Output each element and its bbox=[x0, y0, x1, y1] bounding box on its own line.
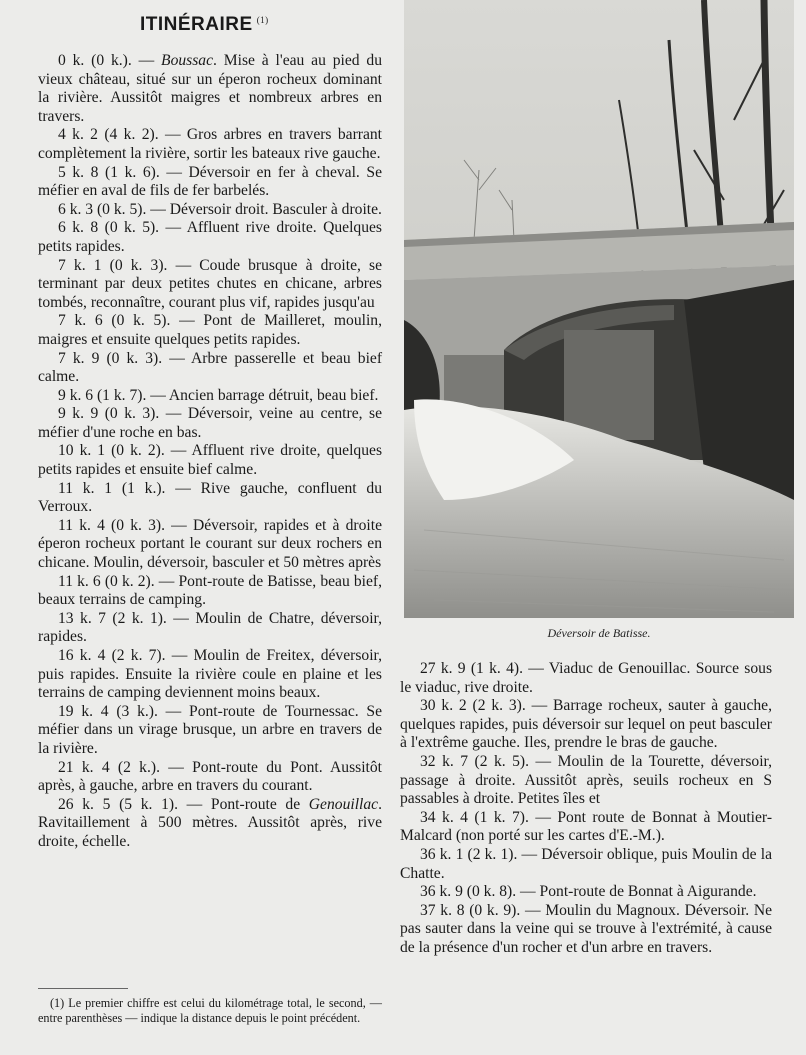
entry-dash: — bbox=[529, 752, 558, 770]
entry-text: Déversoir droit. Basculer à droite. bbox=[169, 200, 382, 218]
entry-dash: — bbox=[522, 660, 549, 677]
entry-text: Rive gauche, confluent du Verroux. bbox=[38, 479, 382, 516]
entry-text: . Ravitaillement à 500 mètres. Aussitôt après, rive droite, échelle. bbox=[38, 795, 382, 850]
itinerary-entry bbox=[400, 660, 772, 697]
entry-text: Affluent rive droite. Quelques petits rapides. bbox=[38, 219, 383, 255]
entry-text: Déversoir en fer à cheval. Se méfier en aval de fils de fer barbelés. bbox=[38, 163, 382, 200]
itinerary-entry bbox=[38, 350, 382, 387]
itinerary-entry bbox=[38, 573, 382, 610]
entry-dash: — bbox=[164, 516, 193, 534]
entry-dash: — bbox=[167, 256, 200, 274]
entry-dash: — bbox=[131, 52, 162, 69]
entry-distance: 32 k. 7 (2 k. 5). bbox=[420, 752, 530, 770]
itinerary-entry bbox=[38, 312, 382, 349]
footnote: (1) Le premier chiffre est celui du kilométrage total, le second, — entre parenthèses — indique la distance depuis le point précédent. bbox=[38, 996, 382, 1025]
entry-dash: — bbox=[159, 405, 188, 423]
itinerary-entry bbox=[400, 697, 772, 753]
entry-text: Pont-route de bbox=[210, 795, 309, 813]
itinerary-entry bbox=[400, 809, 772, 846]
entry-dash: — bbox=[165, 647, 194, 664]
itinerary-entry bbox=[38, 164, 382, 201]
title-text: ITINÉRAIRE bbox=[140, 14, 253, 35]
entry-distance: 26 k. 5 (5 k. 1). bbox=[58, 795, 178, 813]
entry-distance: 11 k. 6 (0 k. 2). bbox=[58, 572, 155, 590]
entry-distance: 11 k. 1 (1 k.). bbox=[58, 479, 166, 497]
entry-text: Affluent rive droite, quelques petits rapides et ensuite bief calme. bbox=[38, 442, 383, 479]
entry-distance: 0 k. (0 k.). bbox=[58, 52, 132, 69]
entry-dash: — bbox=[146, 200, 170, 218]
itinerary-entry bbox=[38, 442, 382, 479]
entry-dash: — bbox=[520, 901, 546, 919]
entry-distance: 11 k. 4 (0 k. 3). bbox=[58, 516, 165, 534]
entry-dash: — bbox=[158, 126, 187, 144]
entry-text: . Mise à l'eau au pied du vieux château, situé sur un éperon rocheux dominant la rivière. Aussitôt maigres et nombreux arbres en travers. bbox=[38, 52, 382, 125]
footnote-divider bbox=[38, 988, 128, 989]
entry-distance: 9 k. 9 (0 k. 3). bbox=[58, 405, 160, 423]
entry-distance: 7 k. 9 (0 k. 3). bbox=[58, 349, 163, 367]
entry-dash: — bbox=[164, 442, 192, 460]
itinerary-entry bbox=[38, 796, 382, 852]
photo-weir-batisse bbox=[404, 0, 794, 618]
entry-text: Gros arbres en travers barrant complètement la rivière, sortir les bateaux rive gauche. bbox=[38, 126, 383, 162]
entry-distance: 4 k. 2 (4 k. 2). bbox=[58, 126, 159, 144]
entry-text: Moulin de la Tourette, déversoir, passage à droite. Aussitôt après, seuils rocheux en S passables à droite. Petites îles et bbox=[400, 752, 773, 808]
entry-text: Pont de Mailleret, moulin, maigres et ensuite quelques petits rapides. bbox=[38, 312, 382, 348]
entry-distance: 19 k. 4 (3 k.). bbox=[58, 702, 158, 720]
entry-dash: — bbox=[525, 697, 554, 715]
itinerary-entry bbox=[38, 52, 382, 126]
entry-distance: 5 k. 8 (1 k. 6). bbox=[58, 163, 160, 181]
itinerary-entry bbox=[38, 703, 382, 759]
entry-dash: — bbox=[157, 702, 190, 720]
entry-distance: 37 k. 8 (0 k. 9). bbox=[420, 901, 521, 919]
entry-text: Viaduc de Genouillac. Source sous le viaduc, rive droite. bbox=[400, 660, 773, 696]
entry-text: Arbre passerelle et beau bief calme. bbox=[38, 349, 383, 386]
itinerary-entry bbox=[38, 647, 382, 703]
title-footnote-marker: (1) bbox=[256, 14, 269, 25]
entry-text: Déversoir, veine au centre, se méfier d'une roche en bas. bbox=[38, 405, 382, 441]
itinerary-entry bbox=[38, 759, 382, 796]
entry-dash: — bbox=[159, 758, 193, 776]
itinerary-entry bbox=[400, 902, 772, 958]
entry-distance: 21 k. 4 (2 k.). bbox=[58, 758, 160, 776]
entry-dash: — bbox=[154, 572, 179, 590]
entry-text: Pont-route de Batisse, beau bief, beaux terrains de camping. bbox=[38, 572, 383, 609]
entry-distance: 16 k. 4 (2 k. 7). bbox=[58, 647, 166, 664]
entry-text: Déversoir oblique, puis Moulin de la Chatte. bbox=[400, 845, 772, 882]
itinerary-entry bbox=[38, 257, 382, 313]
entry-text: Coude brusque à droite, se terminant par deux petites chutes en chicane, arbres tombés, reconnaître, courant plus vif, rapides jusqu'au bbox=[38, 256, 383, 311]
entry-text: Moulin de Freitex, déversoir, puis rapides. Ensuite la rivière coule en plaine et les terrains de camping deviennent moins beaux. bbox=[38, 647, 383, 702]
entry-text: Ancien barrage détruit, beau bief. bbox=[168, 386, 379, 404]
entry-place: Boussac bbox=[161, 52, 214, 69]
entry-text: Pont-route de Bonnat à Aigurande. bbox=[539, 883, 757, 901]
itinerary-entry bbox=[400, 753, 772, 809]
entry-text: Moulin du Magnoux. Déversoir. Ne pas sauter dans la veine qui se trouve à l'extrémité, à cause de la présence d'un rocher et d'un arbre en travers. bbox=[400, 901, 773, 956]
itinerary-entry bbox=[38, 405, 382, 442]
entry-text: Pont-route du Pont. Aussitôt après, à gauche, arbre en travers du courant. bbox=[38, 758, 383, 795]
entry-dash: — bbox=[170, 312, 204, 330]
entry-dash: — bbox=[159, 219, 187, 237]
entry-distance: 30 k. 2 (2 k. 3). bbox=[420, 697, 526, 715]
entry-place: Genouillac bbox=[308, 795, 379, 813]
entry-distance: 13 k. 7 (2 k. 1). bbox=[58, 609, 167, 627]
entry-dash: — bbox=[162, 349, 192, 367]
itinerary-entry bbox=[38, 387, 382, 406]
entry-distance: 36 k. 1 (2 k. 1). bbox=[420, 845, 518, 863]
entry-dash: — bbox=[516, 883, 540, 901]
entry-distance: 6 k. 8 (0 k. 5). bbox=[58, 219, 160, 237]
entry-distance: 36 k. 9 (0 k. 8). bbox=[420, 883, 517, 901]
entry-distance: 6 k. 3 (0 k. 5). bbox=[58, 200, 147, 218]
entry-dash: — bbox=[166, 609, 196, 627]
entry-distance: 34 k. 4 (1 k. 7). bbox=[420, 808, 529, 826]
entry-dash: — bbox=[528, 808, 558, 826]
itinerary-entry bbox=[400, 883, 772, 902]
itinerary-entry bbox=[400, 846, 772, 883]
entry-text: Moulin de Chatre, déversoir, rapides. bbox=[38, 609, 383, 646]
page-title bbox=[140, 14, 269, 36]
entry-text: Pont route de Bonnat à Moutier-Malcard (non porté sur les cartes d'E.-M.). bbox=[400, 808, 773, 845]
entry-text: Déversoir, rapides et à droite éperon rocheux portant le courant sur deux rochers en chicane. Moulin, déversoir, basculer et 50 mètres après bbox=[38, 516, 382, 572]
itinerary-entry bbox=[38, 610, 382, 647]
entry-dash: — bbox=[146, 386, 169, 404]
left-column bbox=[38, 52, 382, 852]
itinerary-entry bbox=[38, 517, 382, 573]
entry-dash: — bbox=[165, 479, 201, 497]
itinerary-entry bbox=[38, 219, 382, 256]
itinerary-entry bbox=[38, 201, 382, 220]
entry-distance: 9 k. 6 (1 k. 7). bbox=[58, 386, 147, 404]
entry-distance: 7 k. 1 (0 k. 3). bbox=[58, 256, 168, 274]
entry-text: Barrage rocheux, sauter à gauche, quelques rapides, puis déversoir sur lequel on peut basculer à l'extrême gauche. Iles, prendre le bras de gauche. bbox=[400, 697, 772, 752]
photo-illustration bbox=[404, 0, 794, 618]
entry-distance: 10 k. 1 (0 k. 2). bbox=[58, 442, 165, 460]
photo-caption: Déversoir de Batisse. bbox=[547, 626, 651, 640]
entry-dash: — bbox=[517, 845, 542, 863]
entry-distance: 7 k. 6 (0 k. 5). bbox=[58, 312, 171, 330]
entry-text: Pont-route de Tournessac. Se méfier dans un virage brusque, un arbre en travers de la rivière. bbox=[38, 702, 382, 757]
itinerary-entry bbox=[38, 480, 382, 517]
entry-distance: 27 k. 9 (1 k. 4). bbox=[420, 660, 523, 677]
right-column bbox=[400, 660, 772, 958]
entry-dash: — bbox=[177, 795, 211, 813]
entry-dash: — bbox=[159, 163, 189, 181]
itinerary-entry bbox=[38, 126, 382, 163]
